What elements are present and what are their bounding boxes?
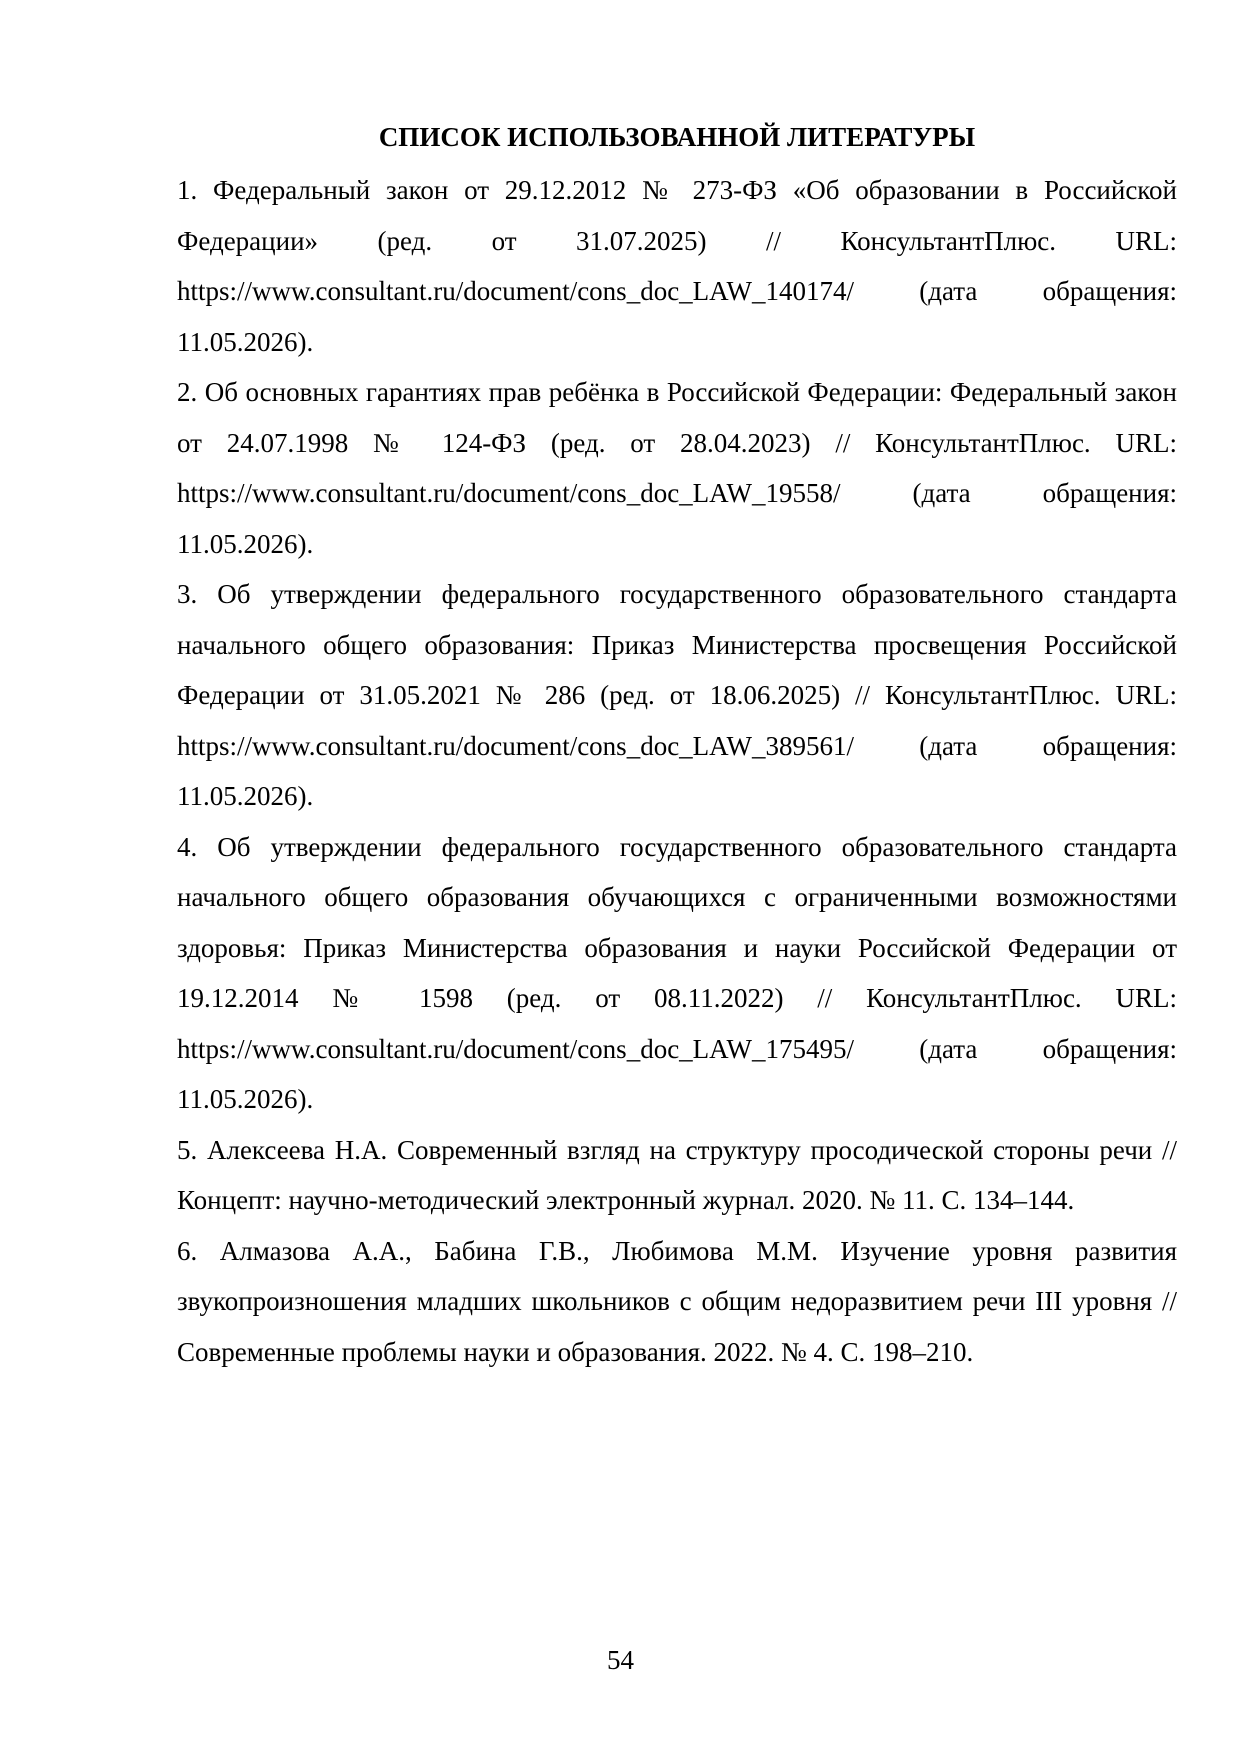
reference-item: 2. Об основных гарантиях прав ребёнка в Российской Федерации: Федеральный закон от 24.07.1998 № 124-ФЗ (ред. от 28.04.2023) // КонсультантПлюс. URL: https://www.consultant.ru/document/cons_doc_LAW_19558/ (дата обращения: 11.05.2026). <box>177 377 1177 559</box>
reference-list <box>177 165 1177 1377</box>
reference-item: 1. Федеральный закон от 29.12.2012 № 273-ФЗ «Об образовании в Российской Федерации» (ред. от 31.07.2025) // КонсультантПлюс. URL: https://www.consultant.ru/document/cons_doc_LAW_140174/ (дата обращения: 11.05.2026). <box>177 175 1177 357</box>
page-number: 54 <box>607 1645 634 1675</box>
reference-item: 5. Алексеева Н.А. Современный взгляд на структуру просодической стороны речи // Концепт: научно-методический электронный журнал. 2020. № 11. С. 134–144. <box>177 1134 1177 1215</box>
page-title: СПИСОК ИСПОЛЬЗОВАННОЙ ЛИТЕРАТУРЫ <box>378 122 976 152</box>
reference-item: 4. Об утверждении федерального государственного образовательного стандарта начального общего образования обучающихся с ограниченными возможностями здоровья: Приказ Министерства образования и науки Российской Федерации от 19.12.2014 № 1598 (ред. от 08.11.2022) // КонсультантПлюс. URL: https://www.consultant.ru/document/cons_doc_LAW_175495/ (дата обращения: 11.05.2026). <box>177 831 1177 1114</box>
page-content <box>177 117 1177 1377</box>
reference-item: 6. Алмазова А.А., Бабина Г.В., Любимова М.М. Изучение уровня развития звукопроизношения младших школьников с общим недоразвитием речи III уровня // Современные проблемы науки и образования. 2022. № 4. С. 198–210. <box>177 1235 1177 1367</box>
reference-item: 3. Об утверждении федерального государственного образовательного стандарта начального общего образования: Приказ Министерства просвещения Российской Федерации от 31.05.2021 № 286 (ред. от 18.06.2025) // КонсультантПлюс. URL: https://www.consultant.ru/document/cons_doc_LAW_389561/ (дата обращения: 11.05.2026). <box>177 579 1177 811</box>
